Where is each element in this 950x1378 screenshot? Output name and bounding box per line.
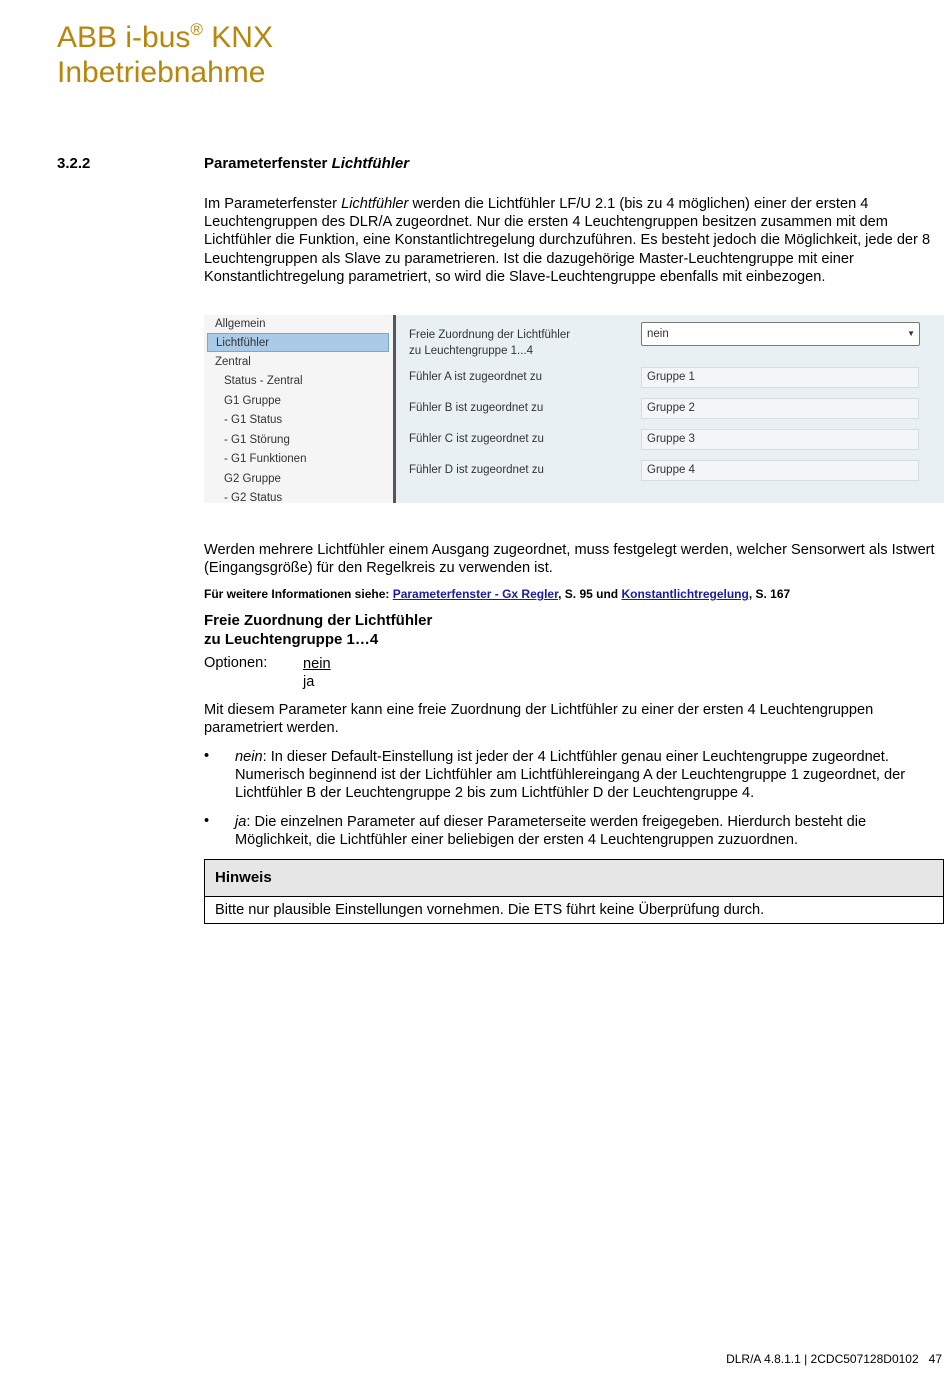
intro-pre: Im Parameterfenster — [204, 196, 342, 212]
tree-item-zentral[interactable]: Zentral — [215, 356, 251, 368]
bullet-term: ja — [235, 814, 247, 830]
bullet-nein — [235, 748, 943, 803]
options-label: Optionen: — [204, 655, 268, 671]
header-subtitle: Inbetriebnahme — [57, 56, 266, 89]
sensor-b-field[interactable]: Gruppe 2 — [641, 398, 919, 419]
row-label-sensor-a: Fühler A ist zugeordnet zu — [409, 371, 542, 383]
bullet-text: : Die einzelnen Parameter auf dieser Parameterseite werden freigegeben. Hierdurch besteht die Möglichkeit, die Lichtfühler einer beliebigen der ersten 4 Leuchtengruppen zuzuordnen. — [235, 814, 867, 849]
options-list — [303, 655, 331, 691]
parameter-title-line1: Freie Zuordnung der Lichtfühler — [204, 612, 433, 629]
bullet-text: : In dieser Default-Einstellung ist jeder der 4 Lichtfühler genau einer Leuchtengruppe zugeordnet. Numerisch beginnend ist der Lichtfühler am Lichtfühlereingang A der Leuchtengruppe 1 zugeordnet, der Lichtfühler B der Leuchtengruppe 2 bis zum Lichtfühler D der Leuchtengruppe 4. — [235, 749, 906, 802]
ets-parameter-window — [204, 315, 944, 503]
section-title-italic: Lichtfühler — [331, 155, 410, 172]
section-title-prefix: Parameterfenster — [204, 155, 332, 172]
page-footer: DLR/A 4.8.1.1 | 2CDC507128D0102 47 — [726, 1352, 942, 1366]
note-title: Hinweis — [205, 860, 943, 897]
parameter-title-line2: zu Leuchtengruppe 1…4 — [204, 630, 379, 648]
document-header — [57, 12, 273, 90]
link-gx-regler[interactable]: Parameterfenster - Gx Regler — [392, 587, 559, 601]
tree-item-allgemein[interactable]: Allgemein — [215, 318, 266, 330]
tree-item-g1-status[interactable]: - G1 Status — [224, 414, 283, 426]
intro-post: werden die Lichtfühler LF/U 2.1 (bis zu 4 möglichen) einer der ersten 4 Leuchtengruppen des DLR/A zugeordnet. Nur die ersten 4 Leuchtengruppen besitzen zusammen mit dem Lichtfühler die Funktion, eine Konstantlichtregelung durchzuführen. Es besteht jedoch die Möglichkeit, jede der 8 Leuchtengruppen als Slave zu parametrieren. Ist die dazugehörige Master-Leuchtengruppe mit einer Konstantlichtregelung parametriert, so wird die Slave-Leuchtengruppe ebenfalls mit einbezogen. — [204, 196, 931, 285]
bullet-icon: • — [204, 748, 210, 764]
info-suffix: , S. 167 — [748, 587, 791, 601]
parameter-description: Mit diesem Parameter kann eine freie Zuordnung der Lichtfühler zu einer der ersten 4 Leuchtengruppen parametriert werden. — [204, 702, 874, 737]
intro-italic: Lichtfühler — [341, 196, 409, 212]
tree-item-g2-status[interactable]: - G2 Status — [224, 492, 283, 503]
bullet-ja — [235, 813, 943, 849]
sensor-a-field[interactable]: Gruppe 1 — [641, 367, 919, 388]
product-name: KNX — [211, 21, 273, 54]
tree-item-g2-gruppe[interactable]: G2 Gruppe — [224, 473, 281, 485]
dropdown-value: nein — [647, 328, 669, 340]
tree-item-g1-gruppe[interactable]: G1 Gruppe — [224, 395, 281, 407]
bullet-term: nein — [235, 749, 263, 765]
row-label-sensor-c: Fühler C ist zugeordnet zu — [409, 433, 544, 445]
section-title — [204, 155, 409, 172]
parameter-title — [204, 612, 432, 649]
intro-paragraph — [204, 195, 944, 286]
note-box — [204, 859, 944, 924]
multiple-sensors-paragraph: Werden mehrere Lichtfühler einem Ausgang zugeordnet, muss festgelegt werden, welcher Sensorwert als Istwert (Eingangsgröße) für den Regelkreis zu verwenden ist. — [204, 542, 935, 577]
tree-item-g1-funktionen[interactable]: - G1 Funktionen — [224, 453, 307, 465]
tree-item-g1-stoerung[interactable]: - G1 Störung — [224, 434, 290, 446]
param-label-free-assignment — [409, 327, 570, 359]
ets-tree-panel — [204, 315, 393, 503]
further-info-line — [204, 587, 790, 601]
tree-item-status-zentral[interactable]: Status - Zentral — [224, 375, 303, 387]
info-prefix: Für weitere Informationen siehe: — [204, 587, 393, 601]
row-label-sensor-b: Fühler B ist zugeordnet zu — [409, 402, 544, 414]
sensor-c-field[interactable]: Gruppe 3 — [641, 429, 919, 450]
bullet-icon: • — [204, 813, 210, 829]
link-konstantlichtregelung[interactable]: Konstantlichtregelung — [621, 587, 749, 601]
sensor-d-field[interactable]: Gruppe 4 — [641, 460, 919, 481]
brand-name: ABB i-bus — [57, 21, 191, 54]
tree-item-lichtfuehler[interactable]: Lichtfühler — [207, 333, 389, 352]
registered-mark: ® — [190, 20, 203, 39]
header-brand-line — [57, 12, 273, 55]
chevron-down-icon: ▼ — [907, 329, 915, 338]
info-mid: , S. 95 und — [558, 587, 622, 601]
section-number: 3.2.2 — [57, 155, 91, 172]
free-assignment-dropdown[interactable] — [641, 322, 920, 346]
param-label-line2: zu Leuchtengruppe 1...4 — [409, 345, 534, 357]
param-label-line1: Freie Zuordnung der Lichtfühler — [409, 329, 571, 341]
option-nein: nein — [303, 656, 331, 672]
note-body: Bitte nur plausible Einstellungen vornehmen. Die ETS führt keine Überprüfung durch. — [215, 902, 765, 918]
option-ja: ja — [303, 674, 315, 691]
row-label-sensor-d: Fühler D ist zugeordnet zu — [409, 464, 544, 476]
ets-panel-divider[interactable] — [393, 315, 396, 503]
